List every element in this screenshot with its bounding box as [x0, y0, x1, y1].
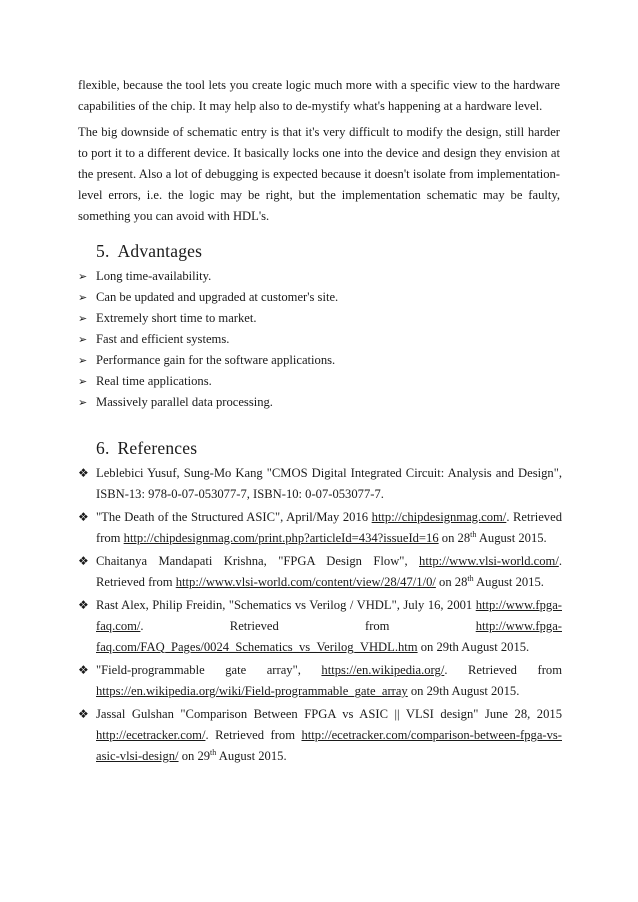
- reference-item: [78, 463, 562, 505]
- diamond-bullet-icon: ❖: [78, 466, 89, 480]
- list-item: [78, 329, 568, 350]
- reference-text: on 29: [178, 749, 211, 763]
- reference-text: . Retrieved from: [96, 510, 562, 545]
- reference-text: "Field-programmable gate array",: [96, 663, 322, 677]
- advantages-heading: [96, 240, 202, 262]
- intro-paragraph-1: flexible, because the tool lets you create logic much more with a specific view to the hardware capabilities of the chip. It may help also to de-mystify what's happening at a hardware level.: [78, 78, 560, 113]
- reference-link[interactable]: http://www.vlsi-world.com/: [419, 554, 559, 568]
- ordinal-suffix: th: [210, 747, 217, 757]
- arrow-bullet-icon: ➢: [78, 270, 88, 283]
- arrow-bullet-icon: ➢: [78, 333, 88, 346]
- diamond-bullet-icon: ❖: [78, 510, 89, 524]
- reference-link[interactable]: https://en.wikipedia.org/wiki/Field-programmable_gate_array: [96, 684, 408, 698]
- list-item: [78, 350, 568, 371]
- diamond-bullet-icon: ❖: [78, 707, 89, 721]
- list-item: [78, 308, 568, 329]
- advantage-text: Can be updated and upgraded at customer's site.: [96, 290, 339, 304]
- reference-text: on 28: [435, 575, 468, 589]
- advantages-heading-number: 5.: [96, 241, 110, 261]
- advantage-text: Long time-availability.: [96, 269, 212, 283]
- reference-item: [78, 660, 562, 702]
- arrow-bullet-icon: ➢: [78, 396, 88, 409]
- reference-text: . Retrieved from: [96, 554, 562, 589]
- reference-text: Chaitanya Mandapati Krishna, "FPGA Design Flow",: [96, 554, 420, 568]
- diamond-bullet-icon: ❖: [78, 663, 89, 677]
- list-item: [78, 392, 568, 413]
- references-heading: [96, 437, 197, 459]
- references-heading-number: 6.: [96, 438, 110, 458]
- diamond-bullet-icon: ❖: [78, 598, 89, 612]
- advantage-text: Real time applications.: [96, 374, 212, 388]
- reference-link[interactable]: http://www.fpga-faq.com/: [96, 598, 562, 633]
- advantage-text: Performance gain for the software applications.: [96, 353, 336, 367]
- reference-text: "The Death of the Structured ASIC", April/May 2016: [96, 510, 372, 524]
- reference-text: Rast Alex, Philip Freidin, "Schematics vs Verilog / VHDL", July 16, 2001: [96, 598, 476, 612]
- reference-text: on 29th August 2015.: [417, 640, 530, 654]
- reference-text: on 29th August 2015.: [407, 684, 520, 698]
- reference-text: Jassal Gulshan "Comparison Between FPGA vs ASIC || VLSI design" June 28, 2015: [96, 707, 562, 721]
- reference-item: [78, 595, 562, 658]
- reference-link[interactable]: http://ecetracker.com/comparison-between-fpga-vs-asic-vlsi-design/: [96, 728, 562, 763]
- reference-link[interactable]: https://en.wikipedia.org/: [321, 663, 445, 677]
- arrow-bullet-icon: ➢: [78, 312, 88, 325]
- intro-paragraph-2: The big downside of schematic entry is that it's very difficult to modify the design, still harder to port it to a different device. It basically locks one into the device and design they envision at the present. Also a lot of debugging is expected because it doesn't isolate from implementation-level errors, i.e. the logic may be right, but the implementation schematic may be faulty, something you can avoid with HDL's.: [78, 125, 560, 223]
- reference-text: August 2015.: [473, 575, 544, 589]
- advantage-text: Extremely short time to market.: [96, 311, 257, 325]
- references-heading-title: References: [117, 438, 198, 458]
- list-item: [78, 371, 568, 392]
- reference-item: [78, 507, 562, 549]
- reference-link[interactable]: http://www.fpga-faq.com/FAQ_Pages/0024_Schematics_vs_Verilog_VHDL.htm: [96, 619, 562, 654]
- arrow-bullet-icon: ➢: [78, 375, 88, 388]
- list-item: [78, 287, 568, 308]
- diamond-bullet-icon: ❖: [78, 554, 89, 568]
- advantages-heading-title: Advantages: [117, 241, 203, 261]
- reference-link[interactable]: http://chipdesignmag.com/: [371, 510, 507, 524]
- reference-link[interactable]: http://www.vlsi-world.com/content/view/28/47/1/0/: [175, 575, 436, 589]
- ordinal-suffix: th: [467, 573, 474, 583]
- advantages-list: [78, 266, 568, 413]
- reference-text: on 28: [438, 531, 471, 545]
- ordinal-suffix: th: [470, 529, 477, 539]
- advantage-text: Fast and efficient systems.: [96, 332, 230, 346]
- advantage-text: Massively parallel data processing.: [96, 395, 273, 409]
- list-item: [78, 266, 568, 287]
- arrow-bullet-icon: ➢: [78, 354, 88, 367]
- reference-text: August 2015.: [216, 749, 287, 763]
- reference-item: [78, 704, 562, 767]
- arrow-bullet-icon: ➢: [78, 291, 88, 304]
- reference-text: . Retrieved from: [444, 663, 562, 677]
- reference-text: Leblebici Yusuf, Sung-Mo Kang "CMOS Digital Integrated Circuit: Analysis and Design", ISBN-13: 978-0-07-053077-7, ISBN-10: 0-07-053077-7.: [96, 466, 562, 501]
- reference-text: . Retrieved from: [140, 619, 476, 633]
- references-list: [78, 463, 562, 769]
- reference-link[interactable]: http://chipdesignmag.com/print.php?articleId=434?issueId=16: [123, 531, 439, 545]
- reference-link[interactable]: http://ecetracker.com/: [96, 728, 206, 742]
- reference-item: [78, 551, 562, 593]
- reference-text: August 2015.: [476, 531, 547, 545]
- reference-text: . Retrieved from: [205, 728, 302, 742]
